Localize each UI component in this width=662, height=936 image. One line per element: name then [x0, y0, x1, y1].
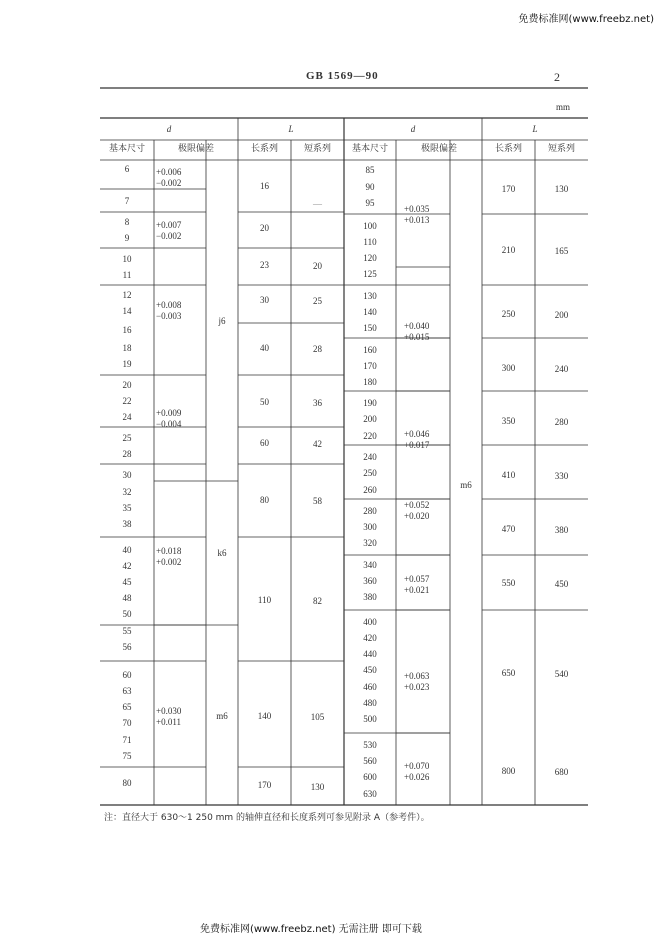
header-short-right: 短系列 [547, 144, 575, 154]
size-left: 24 [122, 412, 132, 422]
size-left: 32 [122, 487, 132, 497]
header-short-left: 短系列 [303, 144, 331, 154]
length-long-right: 800 [501, 766, 516, 776]
size-left: 19 [122, 359, 132, 369]
length-long-right: 250 [501, 309, 516, 319]
length-long-left: 30 [260, 295, 269, 305]
length-long-left: 16 [260, 181, 269, 191]
header-tolerance-left: 极限偏差 [177, 144, 214, 154]
header-d-left: d [166, 124, 172, 134]
size-right: 85 [365, 165, 375, 175]
size-right: 240 [363, 452, 377, 462]
length-long-right: 300 [501, 363, 516, 373]
size-right: 600 [363, 772, 377, 782]
size-right: 340 [363, 560, 377, 570]
length-long-right: 410 [501, 470, 516, 480]
length-short-left: 82 [313, 596, 322, 606]
size-left: 75 [122, 751, 132, 761]
length-short-right: 280 [554, 417, 569, 427]
length-short-right: 165 [554, 246, 569, 256]
size-right: 100 [363, 221, 377, 231]
fit-right: m6 [460, 480, 472, 490]
tolerance-right: +0.040 +0.015 [404, 321, 430, 342]
size-left: 18 [122, 343, 132, 353]
size-left: 70 [122, 718, 132, 728]
size-left: 14 [122, 306, 132, 316]
size-left: 9 [124, 233, 130, 243]
length-short-right: 330 [554, 471, 569, 481]
standard-number: GB 1569—90 [306, 70, 379, 82]
size-left: 45 [122, 577, 132, 587]
tolerance-left: +0.008 −0.003 [156, 300, 182, 321]
length-short-left: 20 [313, 261, 322, 271]
size-right: 280 [363, 506, 377, 516]
size-left: 71 [122, 735, 132, 745]
size-right: 120 [363, 253, 377, 263]
watermark-bottom: 免费标准网(www.freebz.net) 无需注册 即可下载 [200, 924, 422, 935]
length-long-left: 170 [257, 780, 272, 790]
size-right: 400 [363, 617, 377, 627]
size-left: 80 [122, 778, 132, 788]
size-right: 420 [363, 633, 377, 643]
size-left: 50 [122, 609, 132, 619]
size-right: 95 [365, 198, 375, 208]
size-left: 55 [122, 626, 132, 636]
size-left: 56 [122, 642, 132, 652]
watermark-top: 免费标准网(www.freebz.net) [518, 14, 654, 25]
size-right: 200 [363, 414, 377, 424]
size-right: 110 [363, 237, 377, 247]
size-left: 16 [122, 325, 132, 335]
size-right: 530 [363, 740, 377, 750]
tolerance-right: +0.046 +0.017 [404, 429, 430, 450]
size-left: 10 [122, 254, 132, 264]
length-long-left: 50 [260, 397, 269, 407]
size-left: 20 [122, 380, 132, 390]
size-left: 35 [122, 503, 132, 513]
length-long-right: 350 [501, 416, 516, 426]
length-long-right: 210 [501, 245, 516, 255]
header-tolerance-right: 极限偏差 [420, 144, 457, 154]
header-long-right: 长系列 [494, 144, 522, 154]
size-right: 125 [363, 269, 377, 279]
size-left: 6 [124, 164, 130, 174]
length-long-left: 110 [257, 595, 272, 605]
size-right: 630 [363, 789, 377, 799]
tolerance-right: +0.063 +0.023 [404, 671, 430, 692]
size-right: 190 [363, 398, 377, 408]
tolerance-left: +0.009 −0.004 [156, 408, 182, 429]
fit-left: m6 [216, 711, 228, 721]
length-long-left: 60 [260, 438, 269, 448]
length-short-right: 240 [554, 364, 569, 374]
length-long-right: 170 [501, 184, 516, 194]
length-short-right: 450 [554, 579, 569, 589]
tolerance-left: +0.030 +0.011 [156, 706, 182, 727]
length-short-right: 680 [554, 767, 569, 777]
size-left: 65 [122, 702, 132, 712]
length-long-left: 80 [260, 495, 269, 505]
tolerance-left: +0.006 −0.002 [156, 167, 182, 188]
size-right: 90 [365, 182, 375, 192]
length-long-left: 20 [260, 223, 269, 233]
unit-label: mm [556, 102, 571, 112]
tolerance-left: +0.018 +0.002 [156, 546, 182, 567]
size-left: 60 [122, 670, 132, 680]
length-short-left: 36 [313, 398, 322, 408]
size-right: 300 [363, 522, 377, 532]
length-short-left: 28 [313, 344, 322, 354]
length-short-left: 58 [313, 496, 322, 506]
size-right: 560 [363, 756, 377, 766]
size-left: 22 [122, 396, 132, 406]
length-short-right: 540 [554, 669, 569, 679]
tolerance-right: +0.057 +0.021 [404, 574, 430, 595]
length-short-right: 130 [554, 184, 569, 194]
tolerance-left: +0.007 −0.002 [156, 220, 182, 241]
size-left: 63 [122, 686, 132, 696]
header-L-left: L [288, 124, 294, 134]
size-right: 180 [363, 377, 377, 387]
size-right: 220 [363, 431, 377, 441]
length-short-left: 25 [313, 296, 322, 306]
length-short-right: 200 [554, 310, 569, 320]
size-left: 28 [122, 449, 132, 459]
length-short-left: 105 [310, 712, 325, 722]
tolerance-right: +0.052 +0.020 [404, 500, 430, 521]
page-number: 2 [554, 70, 560, 84]
size-left: 12 [122, 290, 132, 300]
header-base-size-left: 基本尺寸 [108, 144, 145, 154]
size-right: 450 [363, 665, 377, 675]
length-short-right: 380 [554, 525, 569, 535]
size-left: 7 [124, 196, 130, 206]
size-left: 30 [122, 470, 132, 480]
header-L-right: L [532, 124, 538, 134]
length-short-left: 42 [313, 439, 322, 449]
size-left: 40 [122, 545, 132, 555]
size-left: 25 [122, 433, 132, 443]
size-left: 8 [124, 217, 130, 227]
size-left: 42 [122, 561, 132, 571]
fit-left: j6 [218, 316, 226, 326]
length-long-left: 140 [257, 711, 272, 721]
length-long-left: 23 [260, 260, 269, 270]
size-right: 500 [363, 714, 377, 724]
size-right: 320 [363, 538, 377, 548]
fit-left: k6 [217, 548, 227, 558]
size-left: 11 [122, 270, 132, 280]
header-d-right: d [410, 124, 416, 134]
header-base-size-right: 基本尺寸 [351, 144, 388, 154]
size-right: 150 [363, 323, 377, 333]
tolerance-right: +0.035 +0.013 [404, 204, 430, 225]
table-note: 注：直径大于 630～1 250 mm 的轴伸直径和长度系列可参见附录 A（参考件）。 [104, 813, 430, 823]
size-left: 38 [122, 519, 132, 529]
size-right: 380 [363, 592, 377, 602]
size-right: 440 [363, 649, 377, 659]
length-short-left: 130 [310, 782, 325, 792]
length-long-left: 40 [260, 343, 269, 353]
header-long-left: 长系列 [250, 144, 278, 154]
length-long-right: 470 [501, 524, 516, 534]
size-right: 130 [363, 291, 377, 301]
size-right: 140 [363, 307, 377, 317]
length-short-left: — [313, 199, 322, 209]
size-right: 250 [363, 468, 377, 478]
size-right: 360 [363, 576, 377, 586]
size-right: 160 [363, 345, 377, 355]
size-left: 48 [122, 593, 132, 603]
size-right: 260 [363, 485, 377, 495]
tolerance-right: +0.070 +0.026 [404, 761, 430, 782]
size-right: 460 [363, 682, 377, 692]
length-long-right: 550 [501, 578, 516, 588]
length-long-right: 650 [501, 668, 516, 678]
size-right: 170 [363, 361, 377, 371]
size-right: 480 [363, 698, 377, 708]
